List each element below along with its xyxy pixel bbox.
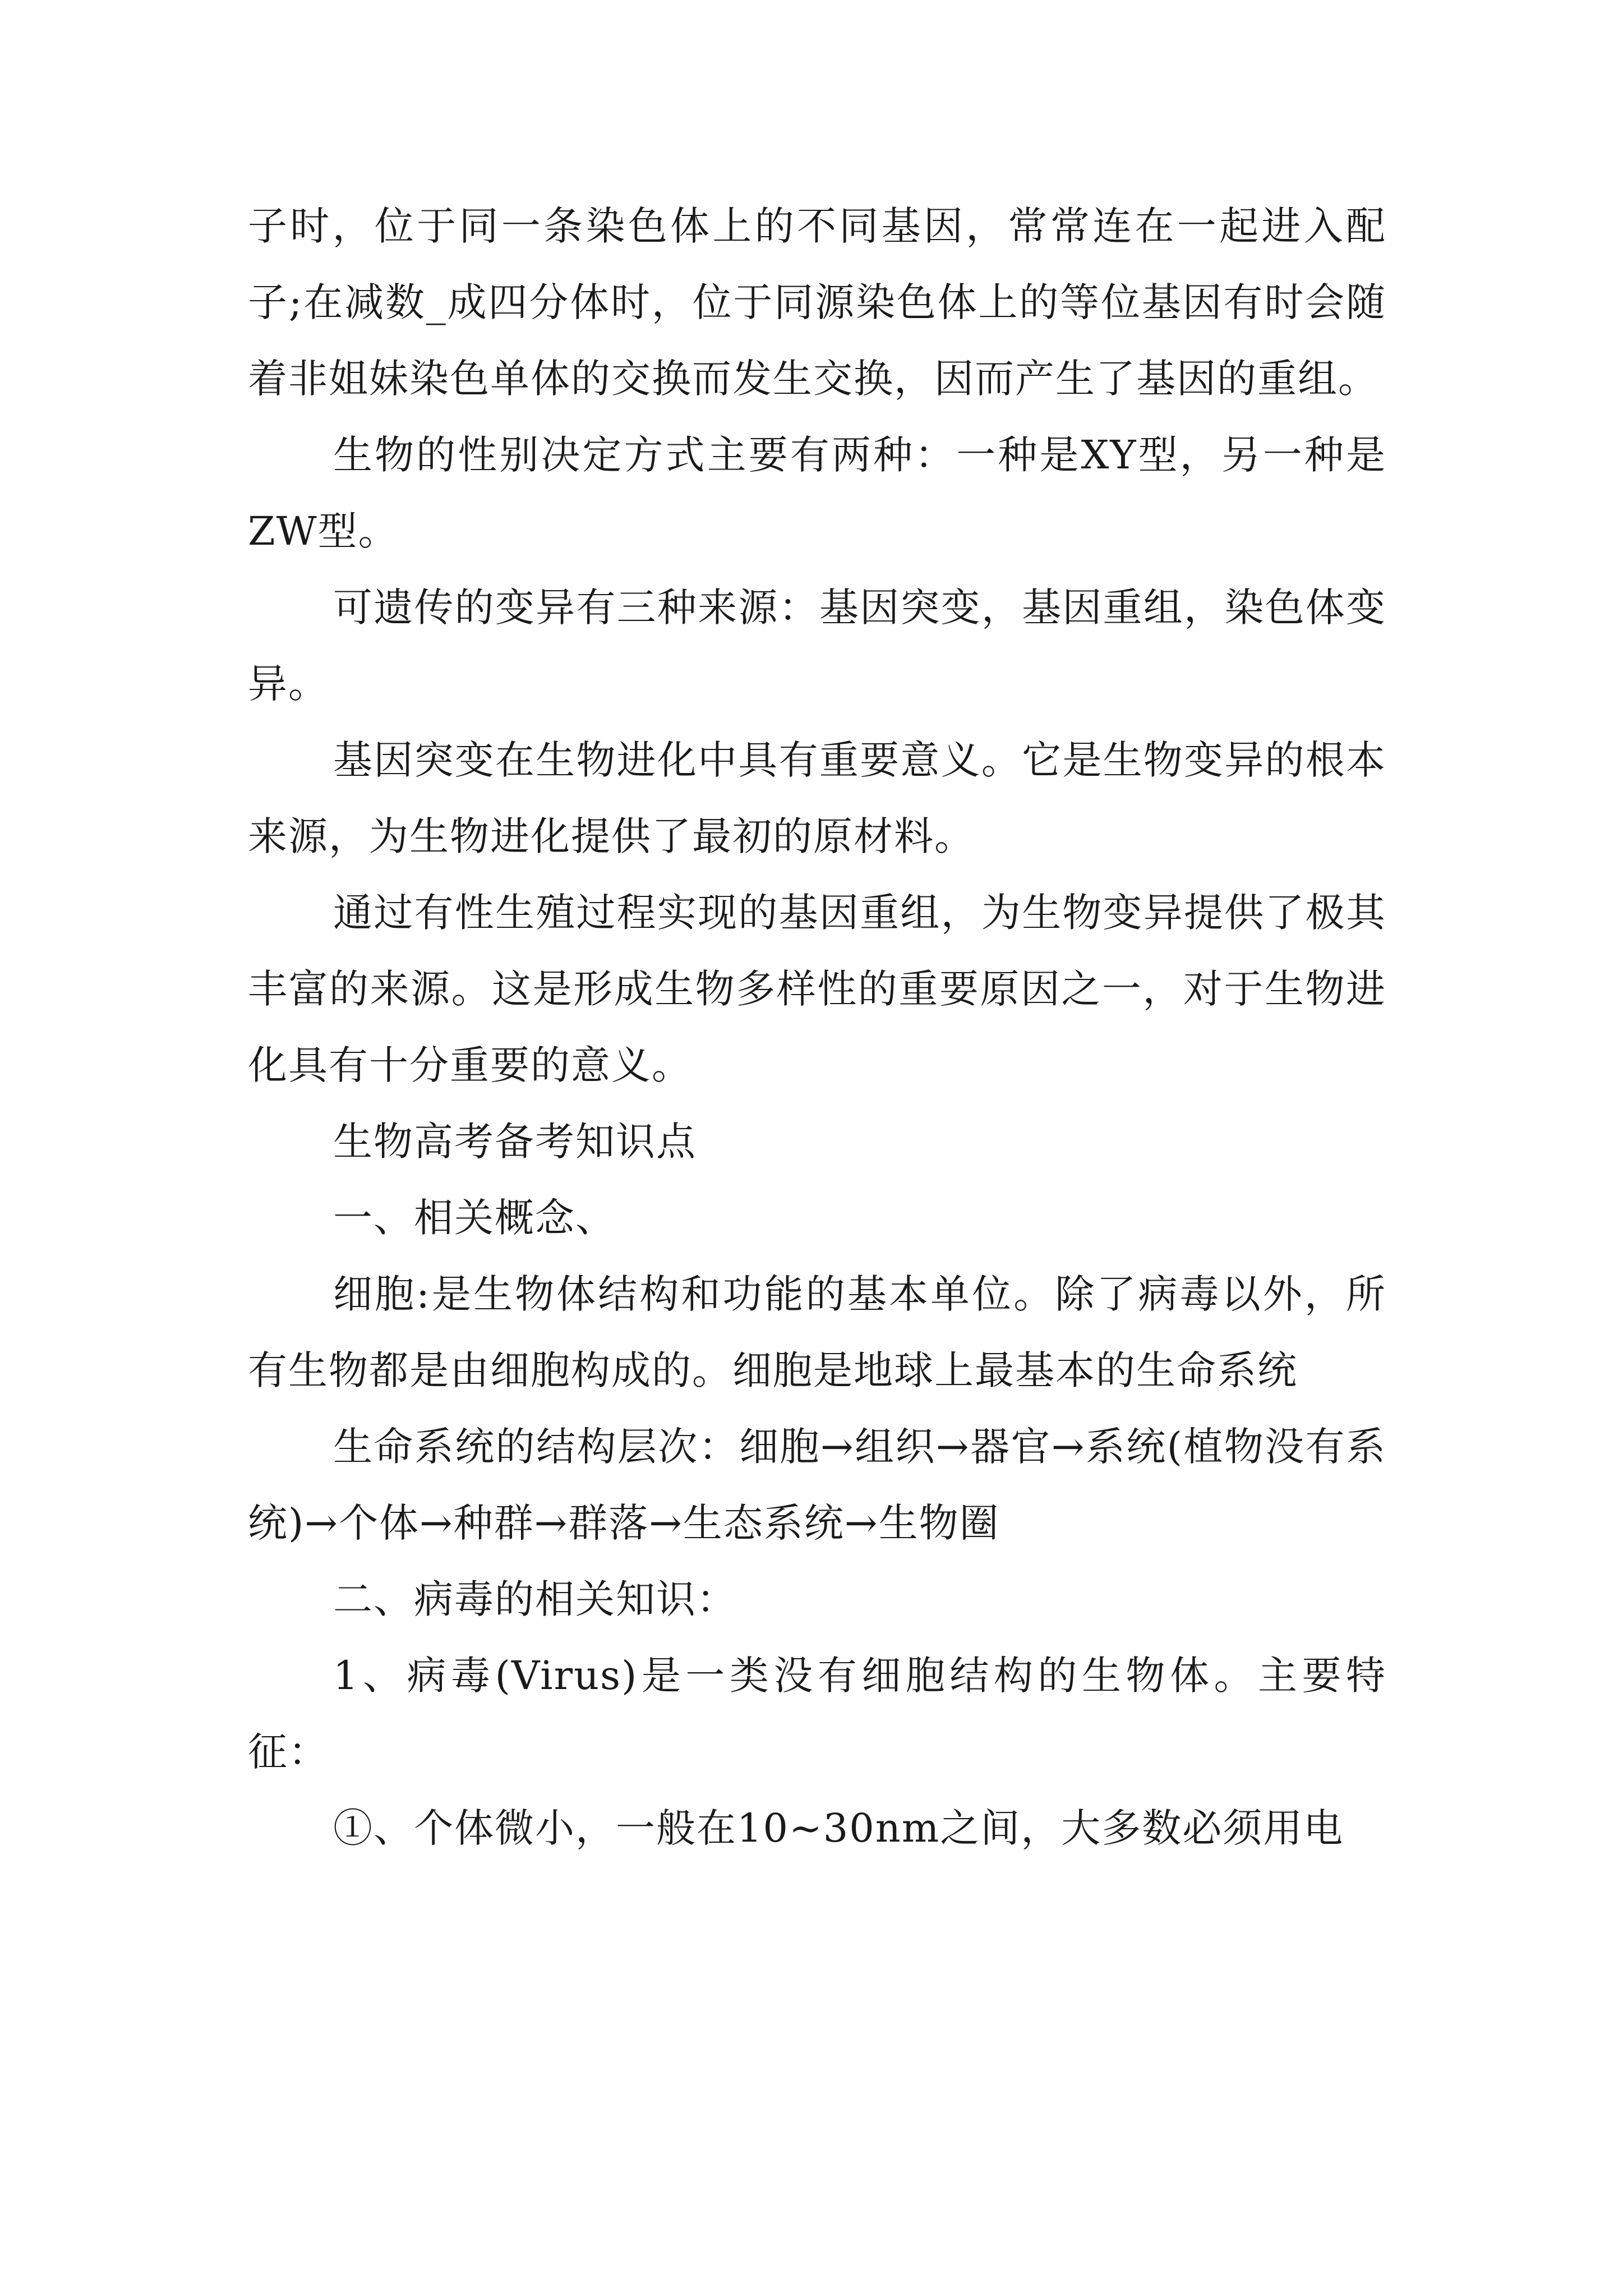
paragraph-cell-definition: 细胞:是生物体结构和功能的基本单位。除了病毒以外，所有生物都是由细胞构成的。细胞是地球上最基本的生命系统: [248, 1271, 1386, 1393]
paragraph-life-system-levels: 生命系统的结构层次：细胞→组织→器官→系统(植物没有系统)→个体→种群→群落→生态系统→生物圈: [248, 1424, 1386, 1546]
paragraph-virus-definition: 1、病毒(Virus)是一类没有细胞结构的生物体。主要特征：: [248, 1653, 1386, 1775]
paragraph-sex-determination: 生物的性别决定方式主要有两种：一种是XY型，另一种是ZW型。: [248, 432, 1386, 554]
paragraph-gene-recombination: 通过有性生殖过程实现的基因重组，为生物变异提供了极其丰富的来源。这是形成生物多样性的重要原因之一，对于生物进化具有十分重要的意义。: [248, 890, 1386, 1088]
section-heading: 生物高考备考知识点: [333, 1119, 697, 1165]
document-page: [248, 188, 1386, 1866]
subheading-virus-knowledge: 二、病毒的相关知识：: [333, 1576, 737, 1622]
subheading-concepts: 一、相关概念、: [333, 1195, 616, 1241]
paragraph-gene-mutation: 基因突变在生物进化中具有重要意义。它是生物变异的根本来源，为生物进化提供了最初的原材料。: [248, 737, 1386, 859]
paragraph-gene-linkage: 子时，位于同一条染色体上的不同基因，常常连在一起进入配子;在减数_成四分体时，位于同源染色体上的等位基因有时会随着非姐妹染色单体的交换而发生交换，因而产生了基因的重组。: [248, 203, 1386, 402]
paragraph-variation-sources: 可遗传的变异有三种来源：基因突变，基因重组，染色体变异。: [248, 585, 1386, 707]
paragraph-virus-size: ①、个体微小，一般在10~30nm之间，大多数必须用电: [333, 1805, 1344, 1851]
